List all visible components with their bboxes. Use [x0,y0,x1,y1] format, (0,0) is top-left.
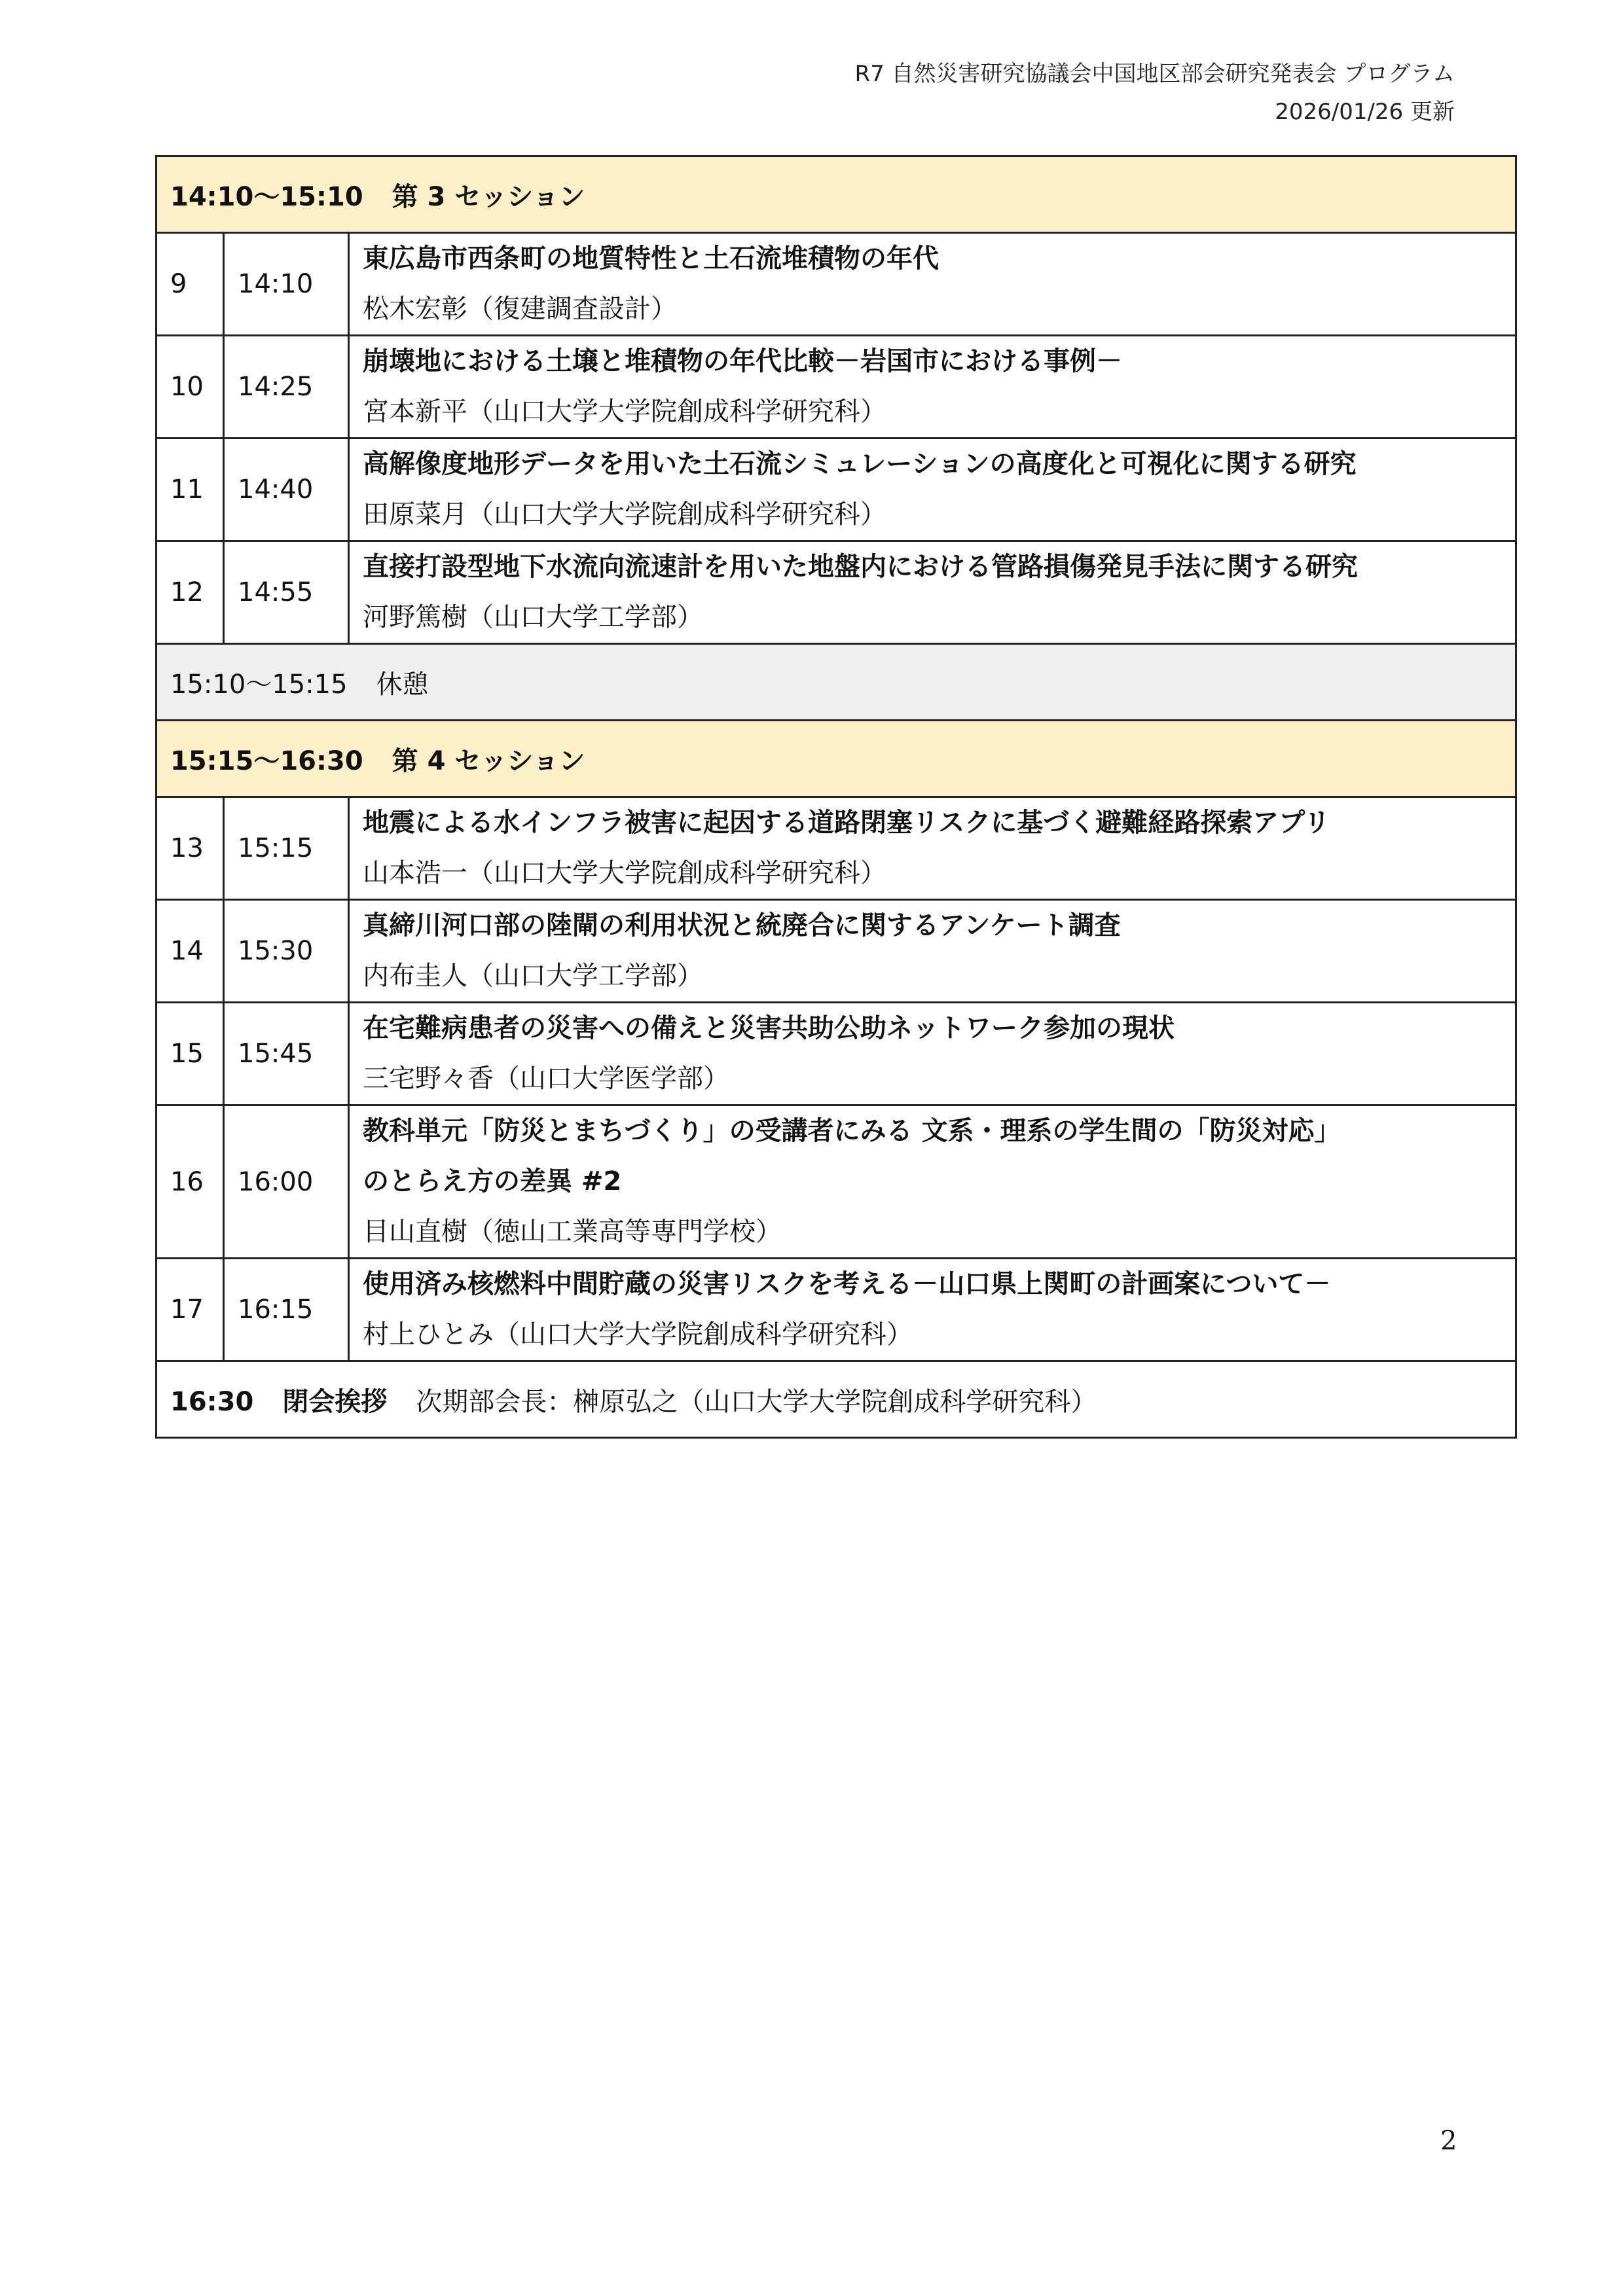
talk-time: 15:45 [224,1003,349,1105]
talk-title: 地震による水インフラ被害に起因する道路閉塞リスクに基づく避難経路探索アプリ [363,808,1330,838]
talk-time: 14:10 [224,233,349,336]
talk-row [156,1105,1516,1259]
break-label: 休憩 [376,669,429,700]
header-updated-date: 2026/01/26 更新 [1275,99,1455,125]
talk-row [156,900,1516,1003]
document-header [854,55,1455,131]
talk-author: 松木宏彰（復建調査設計） [363,294,677,324]
talk-row [156,336,1516,439]
talk-title: 東広島市西条町の地質特性と土石流堆積物の年代 [363,243,939,274]
session-4-header [156,721,1516,797]
break-time: 15:10〜15:15 [170,669,348,700]
talk-author: 内布圭人（山口大学工学部） [363,961,703,991]
talk-author: 河野篤樹（山口大学工学部） [363,602,703,632]
closing-time: 16:30 [170,1386,254,1417]
talk-number: 17 [156,1259,224,1361]
talk-number: 14 [156,900,224,1003]
talk-time: 15:30 [224,900,349,1003]
talk-title: 高解像度地形データを用いた土石流シミュレーションの高度化と可視化に関する研究 [363,449,1357,479]
program-table [155,155,1517,1439]
talk-number: 13 [156,797,224,900]
talk-author: 村上ひとみ（山口大学大学院創成科学研究科） [363,1319,913,1350]
talk-title: 使用済み核燃料中間貯蔵の災害リスクを考える－山口県上関町の計画案について－ [363,1269,1331,1299]
talk-number: 15 [156,1003,224,1105]
header-title: R7 自然災害研究協議会中国地区部会研究発表会 プログラム [854,61,1455,87]
talk-row [156,1003,1516,1105]
talk-author: 山本浩一（山口大学大学院創成科学研究科） [363,858,886,888]
talk-number: 10 [156,336,224,439]
talk-time: 16:15 [224,1259,349,1361]
talk-title: 直接打設型地下水流向流速計を用いた地盤内における管路損傷発見手法に関する研究 [363,552,1358,582]
talk-row [156,541,1516,644]
talk-author: 目山直樹（徳山工業高等専門学校） [363,1217,782,1247]
break-row [156,644,1516,721]
talk-title-line1: 教科単元「防災とまちづくり」の受講者にみる 文系・理系の学生間の「防災対応」 [363,1116,1341,1146]
talk-title: 崩壊地における土壌と堆積物の年代比較－岩国市における事例－ [363,346,1122,376]
session-time: 15:15〜16:30 [170,745,363,776]
talk-title: 真締川河口部の陸閘の利用状況と統廃合に関するアンケート調査 [363,910,1121,941]
talk-number: 11 [156,439,224,541]
talk-time: 14:55 [224,541,349,644]
session-3-header [156,156,1516,233]
talk-row [156,233,1516,336]
page-number: 2 [1440,2126,1457,2156]
talk-title-line2: のとらえ方の差異 #2 [363,1166,622,1196]
talk-row [156,439,1516,541]
talk-author: 三宅野々香（山口大学医学部） [363,1064,729,1094]
talk-author: 田原菜月（山口大学大学院創成科学研究科） [363,499,886,529]
talk-time: 15:15 [224,797,349,900]
session-time: 14:10〜15:10 [170,181,363,212]
talk-number: 12 [156,541,224,644]
talk-row [156,797,1516,900]
talk-time: 16:00 [224,1105,349,1259]
closing-detail: 次期部会長：榊原弘之（山口大学大学院創成科学研究科） [416,1386,1097,1417]
talk-title: 在宅難病患者の災害への備えと災害共助公助ネットワーク参加の現状 [363,1013,1175,1043]
session-label: 第 3 セッション [392,181,585,212]
talk-time: 14:25 [224,336,349,439]
talk-row [156,1259,1516,1361]
talk-number: 16 [156,1105,224,1259]
session-label: 第 4 セッション [392,745,585,776]
closing-row [156,1361,1516,1438]
talk-time: 14:40 [224,439,349,541]
talk-author: 宮本新平（山口大学大学院創成科学研究科） [363,397,886,427]
talk-number: 9 [156,233,224,336]
closing-label: 閉会挨拶 [282,1386,388,1417]
